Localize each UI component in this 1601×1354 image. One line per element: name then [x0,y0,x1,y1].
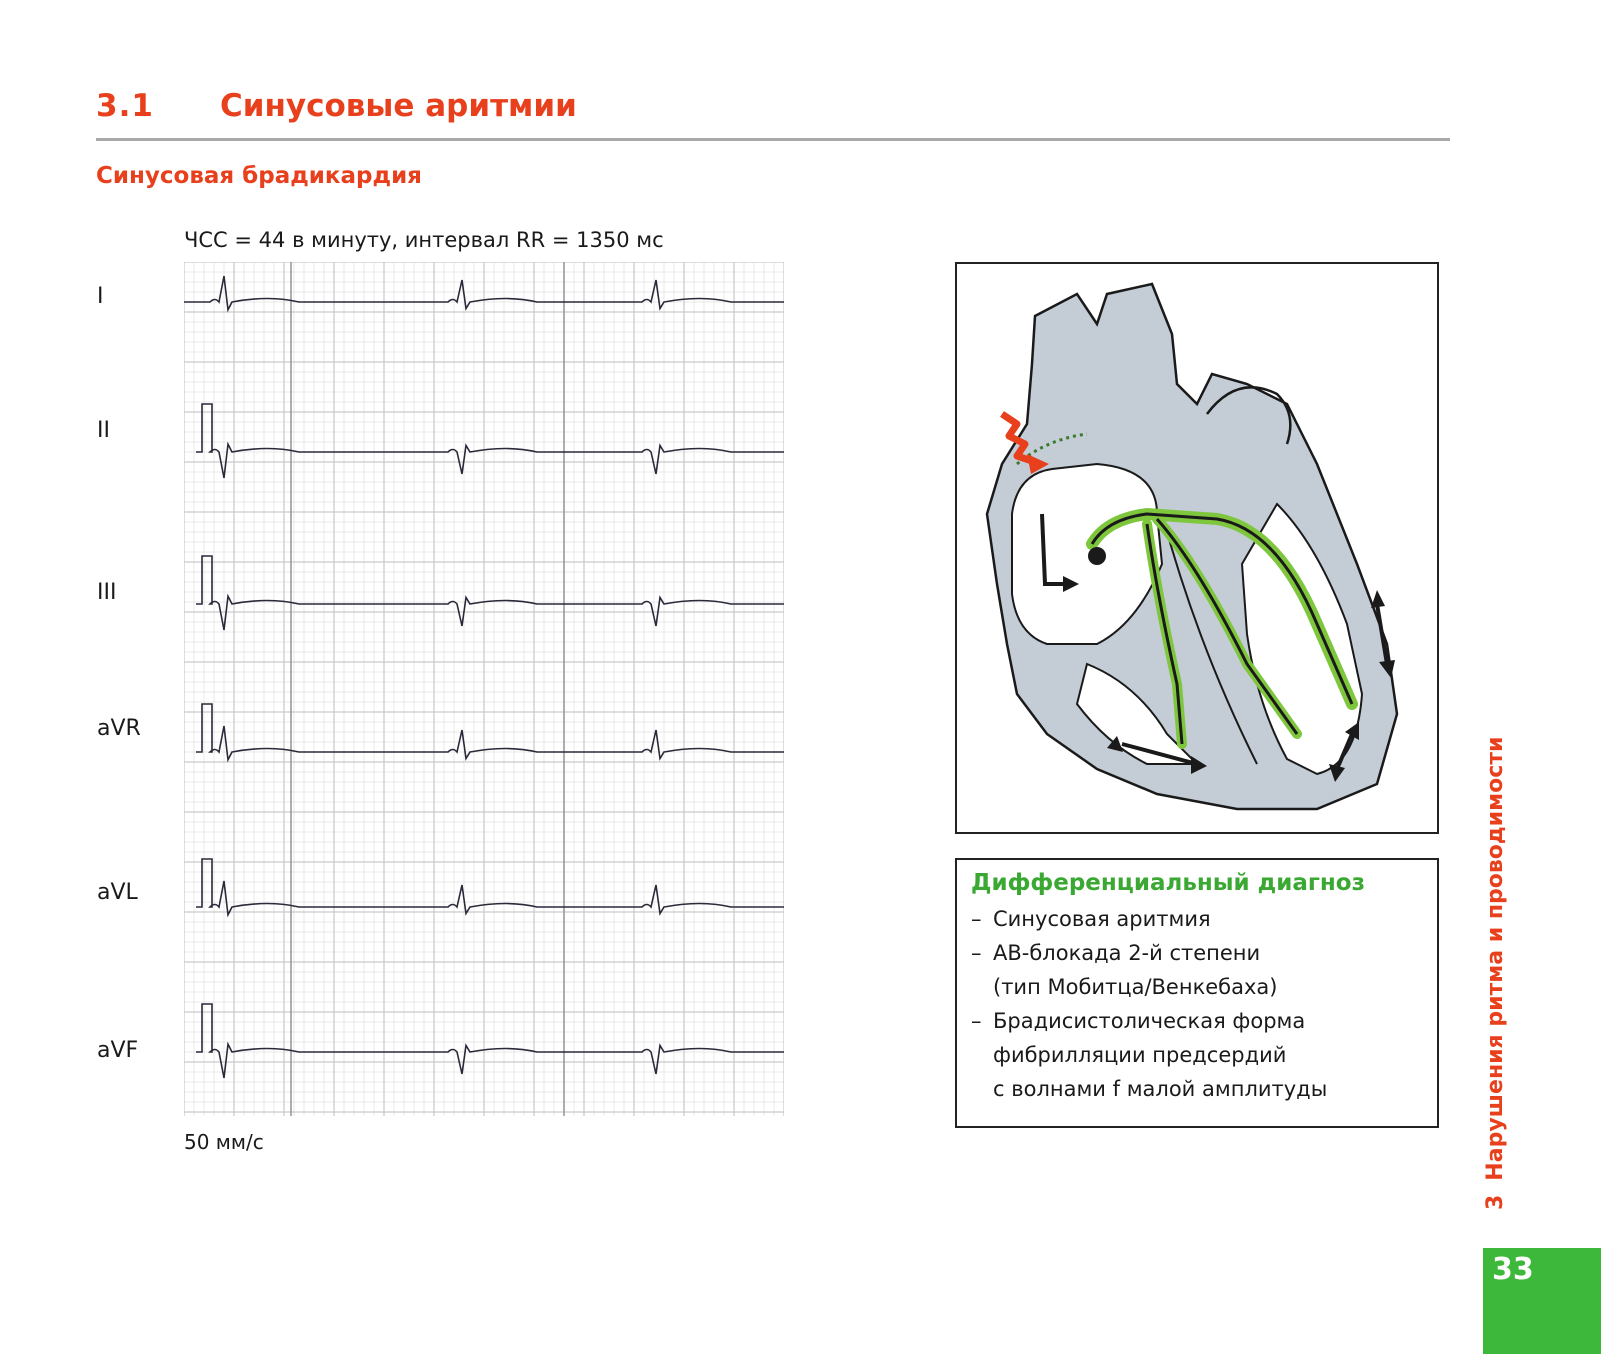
heart-conduction-illustration [955,262,1439,834]
av-node [1088,547,1106,565]
lead-label-avr: aVR [97,716,141,741]
differential-diagnosis-box [955,858,1439,1128]
header-rule [96,138,1450,141]
lead-label-iii: III [97,580,117,605]
chapter-side-label [1483,737,1508,1210]
differential-item-text: Брадисистолическая форма фибрилляции предсердий с волнами f малой амплитуды [993,1009,1328,1101]
differential-title: Дифференциальный диагноз [971,870,1365,896]
ecg-caption: ЧСС = 44 в минуту, интервал RR = 1350 мс [184,228,664,252]
page-number: 33 [1492,1252,1534,1287]
heart-conduction-icon [957,264,1437,832]
lead-label-ii: II [97,418,110,443]
ecg-grid [184,262,784,1116]
differential-item: – Синусовая аритмия [971,902,1423,936]
section-number: 3.1 [96,88,154,124]
ecg-strip [184,262,784,1116]
section-title: Синусовые аритмии [220,88,577,124]
lead-label-i: I [97,284,104,309]
chapter-number: 3 [1483,1194,1508,1210]
ecg-speed-label: 50 мм/с [184,1130,264,1154]
differential-item: – АВ-блокада 2-й степени (тип Мобитца/Венкебаха) [971,936,1423,1004]
subsection-title: Синусовая брадикардия [96,163,422,189]
lead-label-avf: aVF [97,1038,139,1063]
chapter-title: Нарушения ритма и проводимости [1483,736,1508,1181]
differential-item-text: АВ-блокада 2-й степени (тип Мобитца/Венкебаха) [993,941,1278,999]
lead-label-avl: aVL [97,880,138,905]
differential-item-text: Синусовая аритмия [993,907,1211,931]
differential-item: – Брадисистолическая форма фибрилляции предсердий с волнами f малой амплитуды [971,1004,1423,1106]
